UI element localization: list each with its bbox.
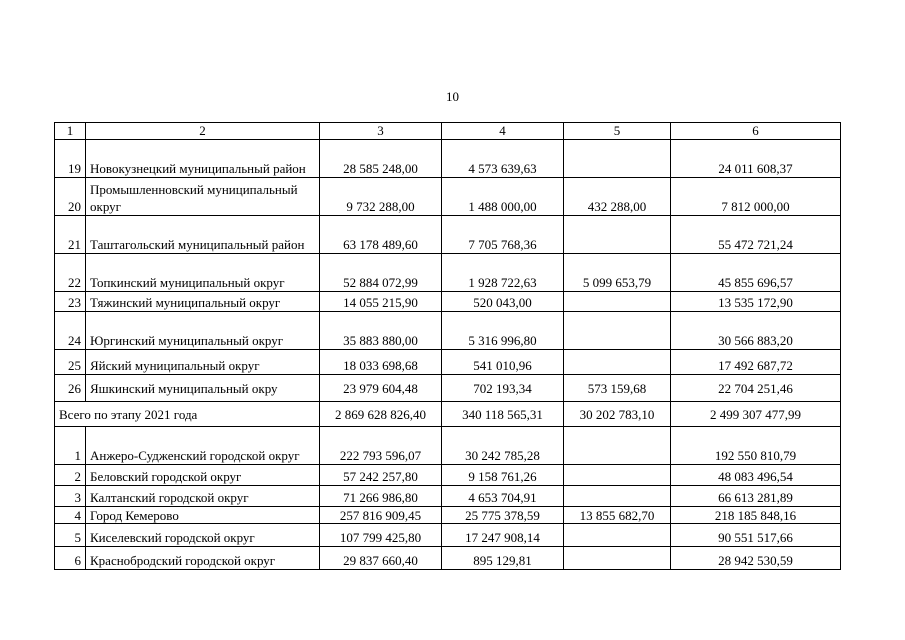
table-row xyxy=(55,292,841,312)
value-col6: 7 812 000,00 xyxy=(671,178,841,216)
municipality-name: Анжеро-Судженский городской округ xyxy=(86,427,320,465)
row-number: 2 xyxy=(55,465,86,486)
value-col4: 17 247 908,14 xyxy=(442,524,564,547)
value-col4: 1 928 722,63 xyxy=(442,254,564,292)
table-row xyxy=(55,465,841,486)
total-col5: 30 202 783,10 xyxy=(564,402,671,427)
header-cell: 1 xyxy=(55,123,86,140)
total-row xyxy=(55,402,841,427)
municipality-name: Город Кемерово xyxy=(86,507,320,524)
row-number: 3 xyxy=(55,486,86,507)
row-number: 25 xyxy=(55,350,86,375)
table-row xyxy=(55,375,841,402)
value-col5 xyxy=(564,216,671,254)
row-number: 1 xyxy=(55,427,86,465)
page-number: 10 xyxy=(446,89,459,104)
value-col5: 5 099 653,79 xyxy=(564,254,671,292)
row-number: 19 xyxy=(55,140,86,178)
value-col6: 66 613 281,89 xyxy=(671,486,841,507)
header-cell: 3 xyxy=(320,123,442,140)
table-row xyxy=(55,312,841,350)
value-col6: 30 566 883,20 xyxy=(671,312,841,350)
value-col3: 23 979 604,48 xyxy=(320,375,442,402)
municipality-name: Топкинский муниципальный округ xyxy=(86,254,320,292)
row-number: 5 xyxy=(55,524,86,547)
value-col4: 520 043,00 xyxy=(442,292,564,312)
value-col3: 222 793 596,07 xyxy=(320,427,442,465)
value-col5 xyxy=(564,524,671,547)
value-col6: 55 472 721,24 xyxy=(671,216,841,254)
value-col6: 192 550 810,79 xyxy=(671,427,841,465)
value-col3: 107 799 425,80 xyxy=(320,524,442,547)
value-col4: 895 129,81 xyxy=(442,547,564,570)
value-col4: 5 316 996,80 xyxy=(442,312,564,350)
value-col6: 22 704 251,46 xyxy=(671,375,841,402)
row-number: 22 xyxy=(55,254,86,292)
value-col4: 25 775 378,59 xyxy=(442,507,564,524)
municipality-name: Яйский муниципальный округ xyxy=(86,350,320,375)
value-col6: 17 492 687,72 xyxy=(671,350,841,375)
total-col6: 2 499 307 477,99 xyxy=(671,402,841,427)
value-col3: 29 837 660,40 xyxy=(320,547,442,570)
municipality-name: Таштагольский муниципальный район xyxy=(86,216,320,254)
value-col6: 24 011 608,37 xyxy=(671,140,841,178)
value-col6: 218 185 848,16 xyxy=(671,507,841,524)
municipality-name: Яшкинский муниципальный окру xyxy=(86,375,320,402)
value-col6: 45 855 696,57 xyxy=(671,254,841,292)
value-col3: 71 266 986,80 xyxy=(320,486,442,507)
header-cell: 2 xyxy=(86,123,320,140)
header-row xyxy=(55,123,841,140)
row-number: 21 xyxy=(55,216,86,254)
municipality-name: Беловский городской округ xyxy=(86,465,320,486)
value-col4: 4 653 704,91 xyxy=(442,486,564,507)
header-cell: 6 xyxy=(671,123,841,140)
table-row xyxy=(55,524,841,547)
row-number: 6 xyxy=(55,547,86,570)
municipality-name: Тяжинский муниципальный округ xyxy=(86,292,320,312)
value-col4: 7 705 768,36 xyxy=(442,216,564,254)
municipality-name: Калтанский городской округ xyxy=(86,486,320,507)
value-col4: 4 573 639,63 xyxy=(442,140,564,178)
municipality-name: Краснобродский городской округ xyxy=(86,547,320,570)
total-col3: 2 869 628 826,40 xyxy=(320,402,442,427)
table-row xyxy=(55,140,841,178)
value-col6: 13 535 172,90 xyxy=(671,292,841,312)
header-cell: 5 xyxy=(564,123,671,140)
table-row xyxy=(55,486,841,507)
value-col6: 90 551 517,66 xyxy=(671,524,841,547)
value-col3: 52 884 072,99 xyxy=(320,254,442,292)
table-row xyxy=(55,427,841,465)
value-col3: 14 055 215,90 xyxy=(320,292,442,312)
value-col3: 9 732 288,00 xyxy=(320,178,442,216)
total-col4: 340 118 565,31 xyxy=(442,402,564,427)
value-col6: 28 942 530,59 xyxy=(671,547,841,570)
value-col4: 9 158 761,26 xyxy=(442,465,564,486)
row-number: 23 xyxy=(55,292,86,312)
value-col5: 13 855 682,70 xyxy=(564,507,671,524)
table-row xyxy=(55,350,841,375)
municipality-name: Киселевский городской округ xyxy=(86,524,320,547)
table-row xyxy=(55,254,841,292)
municipality-name: Промышленновский муниципальный округ xyxy=(86,178,320,216)
row-number: 20 xyxy=(55,178,86,216)
value-col3: 28 585 248,00 xyxy=(320,140,442,178)
value-col5 xyxy=(564,547,671,570)
table-row xyxy=(55,547,841,570)
value-col3: 63 178 489,60 xyxy=(320,216,442,254)
municipality-name: Юргинский муниципальный округ xyxy=(86,312,320,350)
value-col5 xyxy=(564,350,671,375)
value-col5 xyxy=(564,486,671,507)
value-col4: 30 242 785,28 xyxy=(442,427,564,465)
row-number: 26 xyxy=(55,375,86,402)
table-row xyxy=(55,178,841,216)
value-col3: 18 033 698,68 xyxy=(320,350,442,375)
total-label: Всего по этапу 2021 года xyxy=(55,402,320,427)
value-col5 xyxy=(564,140,671,178)
table-row xyxy=(55,507,841,524)
value-col5: 432 288,00 xyxy=(564,178,671,216)
value-col5: 573 159,68 xyxy=(564,375,671,402)
value-col4: 702 193,34 xyxy=(442,375,564,402)
value-col3: 57 242 257,80 xyxy=(320,465,442,486)
row-number: 24 xyxy=(55,312,86,350)
value-col4: 1 488 000,00 xyxy=(442,178,564,216)
row-number: 4 xyxy=(55,507,86,524)
municipality-name: Новокузнецкий муниципальный район xyxy=(86,140,320,178)
value-col4: 541 010,96 xyxy=(442,350,564,375)
table-row xyxy=(55,216,841,254)
value-col3: 35 883 880,00 xyxy=(320,312,442,350)
value-col3: 257 816 909,45 xyxy=(320,507,442,524)
budget-table xyxy=(54,122,841,570)
value-col6: 48 083 496,54 xyxy=(671,465,841,486)
value-col5 xyxy=(564,465,671,486)
header-cell: 4 xyxy=(442,123,564,140)
value-col5 xyxy=(564,312,671,350)
value-col5 xyxy=(564,292,671,312)
value-col5 xyxy=(564,427,671,465)
